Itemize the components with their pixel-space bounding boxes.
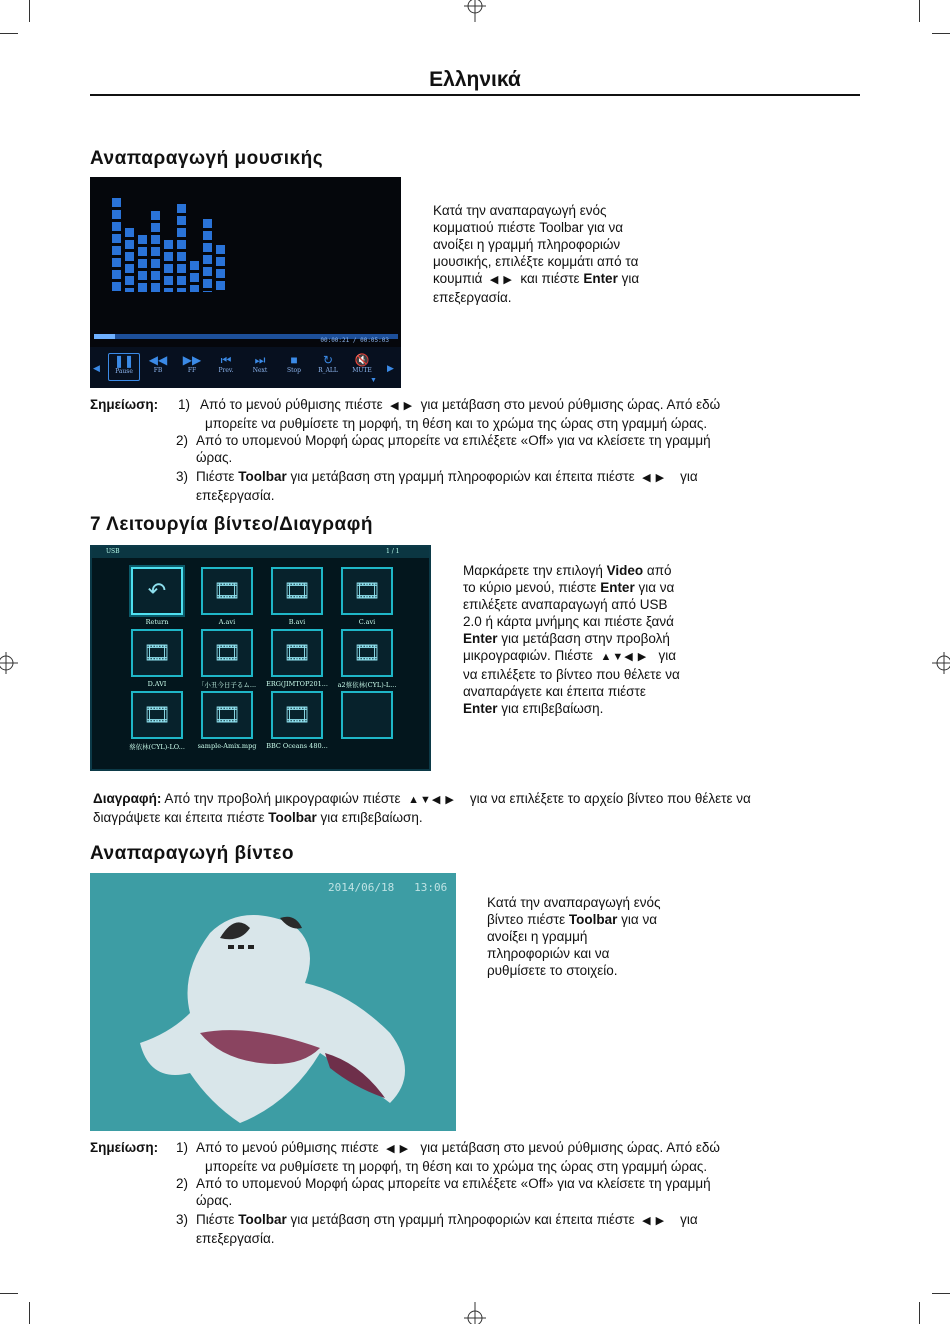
video-thumbnail[interactable]: [201, 629, 253, 677]
toolbar-icon: ◀◀: [148, 353, 168, 367]
toolbar-label: Pause: [115, 368, 133, 375]
crop-mark: [919, 1302, 920, 1324]
browser-page-count: 1 / 1: [386, 548, 400, 555]
left-right-arrows-icon: ◀ ▶: [489, 274, 513, 286]
note-1: Σημείωση: 1) Από το μενού ρύθμισης πιέστε ◀ ▶ για μετάβαση στο μενού ρύθμισης ώρας. Από εδώ μπορείτε να ρυθμίσετε τη μορφή, τη θέση και το χρώμα της ώρας στη γραμμή ώρας. 2) Από το υπομενού Μορφή ώρας μπορείτε να επιλέξετε «Off» για να κλείσετε τη γραμμή ώρας. 3) Πιέστε Toolbar για μετάβαση στη γραμμή πληροφοριών και έπειτα πιέστε ◀ ▶ για επεξεργασία.: [90, 397, 721, 503]
thumbnail-label: Return: [145, 618, 169, 626]
registration-mark-top: [462, 0, 488, 22]
browser-source: USB: [106, 548, 120, 555]
delete-note: Διαγραφή: Από την προβολή μικρογραφιών πιέστε ▲▼◀ ▶ για να επιλέξετε το αρχείο βίντεο που θέλετε να διαγράψετε και έπειτα πιέστε Toolbar για επιβεβαίωση.: [93, 791, 751, 825]
equalizer-bar: [216, 245, 225, 292]
video-thumbnail[interactable]: [271, 567, 323, 615]
toolbar-right-arrow: ▶: [387, 363, 394, 373]
crop-mark: [29, 0, 30, 22]
toolbar-icon: ❚❚: [113, 354, 135, 368]
toolbar-icon: 🔇: [354, 353, 370, 367]
toolbar-icon: ↻: [322, 353, 334, 367]
toolbar-button-mute[interactable]: [346, 353, 378, 381]
film-icon: 🎞: [353, 578, 381, 603]
toolbar-label: MUTE: [352, 367, 372, 374]
left-right-arrows-icon: ◀ ▶: [642, 1215, 666, 1227]
crop-mark: [0, 33, 18, 34]
crop-mark: [932, 1293, 950, 1294]
toolbar-left-arrow: ◀: [93, 363, 100, 373]
video-playback-screenshot: [90, 873, 456, 1131]
toolbar-button-pause[interactable]: [108, 353, 140, 381]
crop-mark: [29, 1302, 30, 1324]
film-icon: 🎞: [143, 640, 171, 665]
video-thumbnail[interactable]: [131, 629, 183, 677]
page-title: Ελληνικά: [429, 68, 521, 91]
browser-header: [92, 547, 429, 558]
left-right-arrows-icon: ◀ ▶: [386, 1143, 410, 1155]
toolbar-button-stop[interactable]: [278, 353, 310, 381]
left-right-arrows-icon: ◀ ▶: [390, 400, 414, 412]
film-icon: 🎞: [213, 702, 241, 727]
video-thumbnail[interactable]: [201, 691, 253, 739]
crop-mark: [0, 1293, 18, 1294]
film-icon: 🎞: [283, 702, 311, 727]
registration-mark-right: [932, 650, 950, 676]
note-2: Σημείωση: 1) Από το μενού ρύθμισης πιέστε ◀ ▶ για μετάβαση στο μενού ρύθμισης ώρας. Από εδώ μπορείτε να ρυθμίσετε τη μορφή, τη θέση και το χρώμα της ώρας στη γραμμή ώρας. 2) Από το υπομενού Μορφή ώρας μπορείτε να επιλέξετε «Off» για να κλείσετε τη γραμμή ώρας. 3) Πιέστε Toolbar για μετάβαση στη γραμμή πληροφοριών και έπειτα πιέστε ◀ ▶ για επεξεργασία.: [90, 1140, 720, 1246]
thumbnail-label: C.avi: [358, 618, 376, 626]
toolbar-icon: ▶▶: [182, 353, 202, 367]
playback-heading: Αναπαραγωγή βίντεο: [90, 843, 295, 864]
film-icon: 🎞: [213, 578, 241, 603]
thumbnail-label: 蔡依林(CYL)-LO...: [129, 743, 185, 751]
title-rule: [90, 94, 860, 96]
toolbar-button-ff[interactable]: [176, 353, 208, 381]
return-icon: ↶: [147, 578, 167, 603]
registration-mark-bottom: [462, 1302, 488, 1324]
video-thumbnail[interactable]: [201, 567, 253, 615]
toolbar-label: FF: [187, 367, 197, 374]
time-readout: 00:00:21 / 00:05:03: [320, 337, 389, 344]
equalizer-bar: [177, 204, 186, 292]
toolbar-icon: ⏮: [220, 353, 232, 367]
equalizer-bar: [151, 211, 160, 292]
equalizer-bar: [138, 235, 147, 292]
video-paragraph: Μαρκάρετε την επιλογή Video από το κύριο μενού, πιέστε Enter για να επιλέξετε αναπαραγωγή από USB 2.0 ή κάρτα μνήμης και πιέστε ξανά Enter για μετάβαση στην προβολή μικρογραφιών. Πιέστε ▲▼◀ ▶ για να επιλέξετε το βίντεο που θέλετε να αναπαράγετε και έπειτα πιέστε Enter για επιβεβαίωση.: [463, 563, 680, 716]
video-thumbnail[interactable]: [341, 691, 393, 739]
video-browser-screenshot: [90, 545, 431, 771]
four-way-arrows-icon: ▲▼◀ ▶: [600, 651, 648, 663]
film-icon: 🎞: [283, 578, 311, 603]
toolbar-label: FB: [153, 367, 163, 374]
thumbnail-label: A.avi: [218, 618, 236, 626]
clock-overlay: 2014/06/18 13:06: [328, 881, 448, 894]
toolbar-icon: ■: [290, 353, 298, 367]
film-icon: 🎞: [213, 640, 241, 665]
toolbar-label: Stop: [287, 367, 301, 374]
film-icon: 🎞: [143, 702, 171, 727]
crop-mark: [932, 33, 950, 34]
playback-paragraph: Κατά την αναπαραγωγή ενός βίντεο πιέστε Toolbar για να ανοίξει η γραμμή πληροφοριών και να ρυθμίσετε το στοιχείο.: [487, 895, 661, 978]
toolbar-label: R_ALL: [318, 367, 338, 374]
thumbnail-label: 「小丑今日子るム...: [197, 681, 257, 689]
video-thumbnail[interactable]: [271, 629, 323, 677]
film-icon: 🎞: [353, 640, 381, 665]
toolbar-button-rall[interactable]: [312, 353, 344, 381]
toolbar-label: Next: [252, 367, 268, 374]
progress-fill: [94, 334, 115, 339]
thumbnail-label: BBC Oceans 480...: [266, 742, 328, 750]
video-thumbnail[interactable]: [271, 691, 323, 739]
toolbar-button-prev[interactable]: [210, 353, 242, 381]
four-way-arrows-icon: ▲▼◀ ▶: [408, 794, 455, 806]
equalizer-bar: [164, 240, 173, 292]
video-thumbnail[interactable]: [341, 629, 393, 677]
toolbar-label: Prev.: [218, 367, 234, 374]
toolbar-down-arrow: ▼: [370, 377, 377, 384]
toolbar-button-fb[interactable]: [142, 353, 174, 381]
thumbnail-label: a2蔡依林(CYL)-L...: [337, 681, 397, 689]
video-heading: 7 Λειτουργία βίντεο/Διαγραφή: [90, 514, 373, 535]
thumbnail-label: B.avi: [288, 618, 306, 626]
equalizer-bar: [203, 219, 212, 292]
toolbar-icon: ⏭: [254, 353, 266, 367]
video-thumbnail[interactable]: [341, 567, 393, 615]
music-player-screenshot: [90, 177, 401, 388]
thumbnail-label: ERG(JIMTOP201...: [266, 680, 328, 688]
left-right-arrows-icon: ◀ ▶: [642, 472, 666, 484]
video-thumbnail[interactable]: [131, 691, 183, 739]
thumbnail-label: sample-Amix.mpg: [197, 742, 257, 750]
film-icon: 🎞: [283, 640, 311, 665]
toolbar-button-next[interactable]: [244, 353, 276, 381]
return-thumbnail[interactable]: [131, 567, 183, 615]
video-frame-figure: [90, 873, 456, 1131]
equalizer-bar: [112, 198, 121, 292]
music-paragraph: Κατά την αναπαραγωγή ενός κομματιού πιέστε Toolbar για να ανοίξει η γραμμή πληροφοριών μουσικής, επιλέξτε κομμάτι από τα κουμπιά ◀ ▶ και πιέστε Enter για επεξεργασία.: [433, 203, 640, 305]
thumbnail-label: D.AVI: [147, 680, 167, 688]
registration-mark-left: [0, 650, 18, 676]
crop-mark: [919, 0, 920, 22]
music-heading: Αναπαραγωγή μουσικής: [90, 148, 324, 169]
equalizer-bar: [125, 228, 134, 292]
equalizer-bar: [190, 261, 199, 292]
